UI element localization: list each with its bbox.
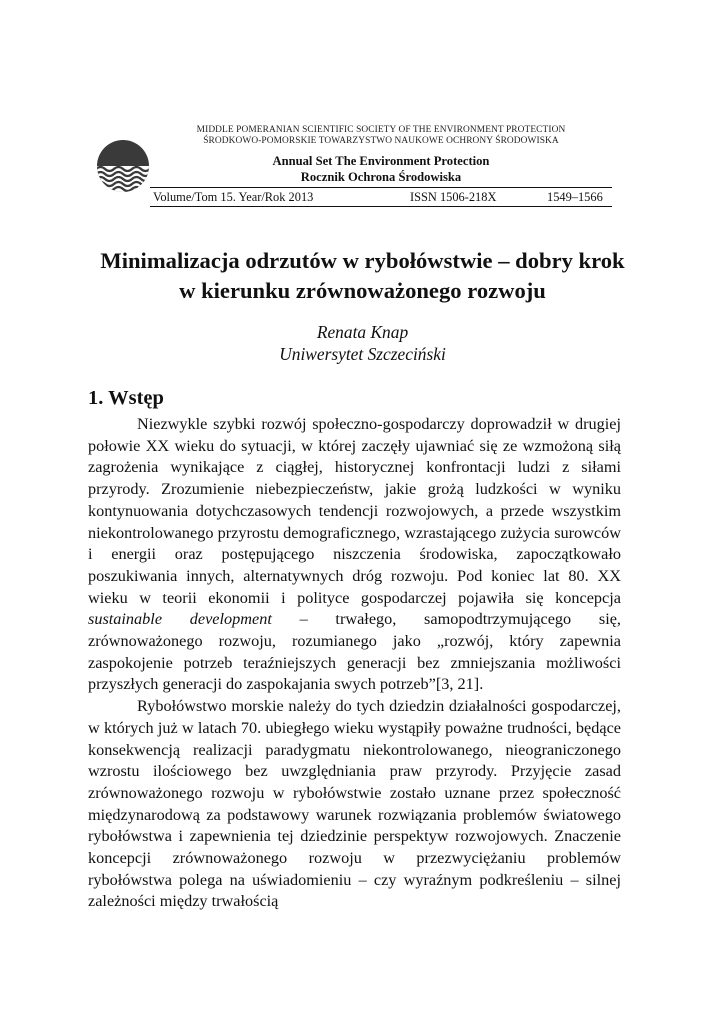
issn: ISSN 1506-218X [410, 190, 497, 204]
paragraph-1-italic-term: sustainable development [88, 610, 272, 629]
paragraph-1 [88, 414, 621, 696]
header-divider-top [150, 187, 612, 188]
paragraph-1-text-a: Niezwykle szybki rozwój społeczno-gospodarczy doprowadził w drugiej połowie XX wieku do sytuacji, w której zaczęły ujawniać się ze wzmożoną siłą zagrożenia wynikające z ciągłej, historycznej konfrontacji ludzi z siłami przyrody. Zrozumienie niebezpieczeństw, jakie grożą ludzkości w wyniku kontynuowania dotychczasowych tendencji rozwojowych, a przede wszystkim niekontrolowanego przyrostu demograficznego, wzrastającego zużycia surowców i energii oraz postępującego niszczenia środowiska, zapoczątkowało poszukiwania innych, alternatywnych dróg rozwoju. Pod koniec lat 80. XX wieku w teorii ekonomii i polityce gospodarczej pojawiła się koncepcja [88, 415, 621, 607]
society-name-pl: ŚRODKOWO-POMORSKIE TOWARZYSTWO NAUKOWE OCHRONY ŚRODOWISKA [203, 136, 559, 146]
section-heading: 1. Wstęp [88, 387, 164, 409]
article-title: Minimalizacja odrzutów w rybołówstwie – dobry krok w kierunku zrównoważonego rozwoju [100, 248, 625, 303]
author-name: Renata Knap [316, 322, 409, 342]
volume-info: Volume/Tom 15. Year/Rok 2013 [153, 190, 314, 204]
paragraph-2: Rybołówstwo morskie należy do tych dziedzin działalności gospodarczej, w których już w latach 70. ubiegłego wieku wystąpiły poważne trudności, będące konsekwencją realizacji paradygmatu niekontrolowanego, nieograniczonego wzrostu ilościowego bez uwzględniania praw przyrody. Przyjęcie zasad zrównoważonego rozwoju w rybołówstwie zostało uznane przez społeczność międzynarodową za podstawowy warunek rozwiązania problemów światowego rybołówstwa i zapewnienia tej dziedzinie perspektyw rozwojowych. Znaczenie koncepcji zrównoważonego rozwoju w przezwyciężaniu problemów rybołówstwa polega na uświadomieniu – czy wyraźnym podkreśleniu – silnej zależności między trwałością [88, 697, 621, 911]
society-name-en: MIDDLE POMERANIAN SCIENTIFIC SOCIETY OF THE ENVIRONMENT PROTECTION [196, 125, 566, 135]
header-divider-bottom [150, 206, 612, 207]
page-range: 1549–1566 [547, 190, 603, 204]
article-body [88, 414, 621, 913]
journal-title-pl: Rocznik Ochrona Środowiska [300, 170, 462, 184]
society-logo-icon [96, 139, 150, 193]
journal-title-en: Annual Set The Environment Protection [272, 154, 490, 168]
author-affiliation: Uniwersytet Szczeciński [279, 344, 446, 364]
paragraph-1-text-b: – trwałego, samopodtrzymującego się, zrównoważonego rozwoju, rozumianego jako „rozwój, który zapewnia zaspokojenie potrzeb teraźniejszych generacji bez zmniejszania możliwości przyszłych generacji do zaspokajania swych potrzeb”[3, 21]. [88, 610, 621, 694]
